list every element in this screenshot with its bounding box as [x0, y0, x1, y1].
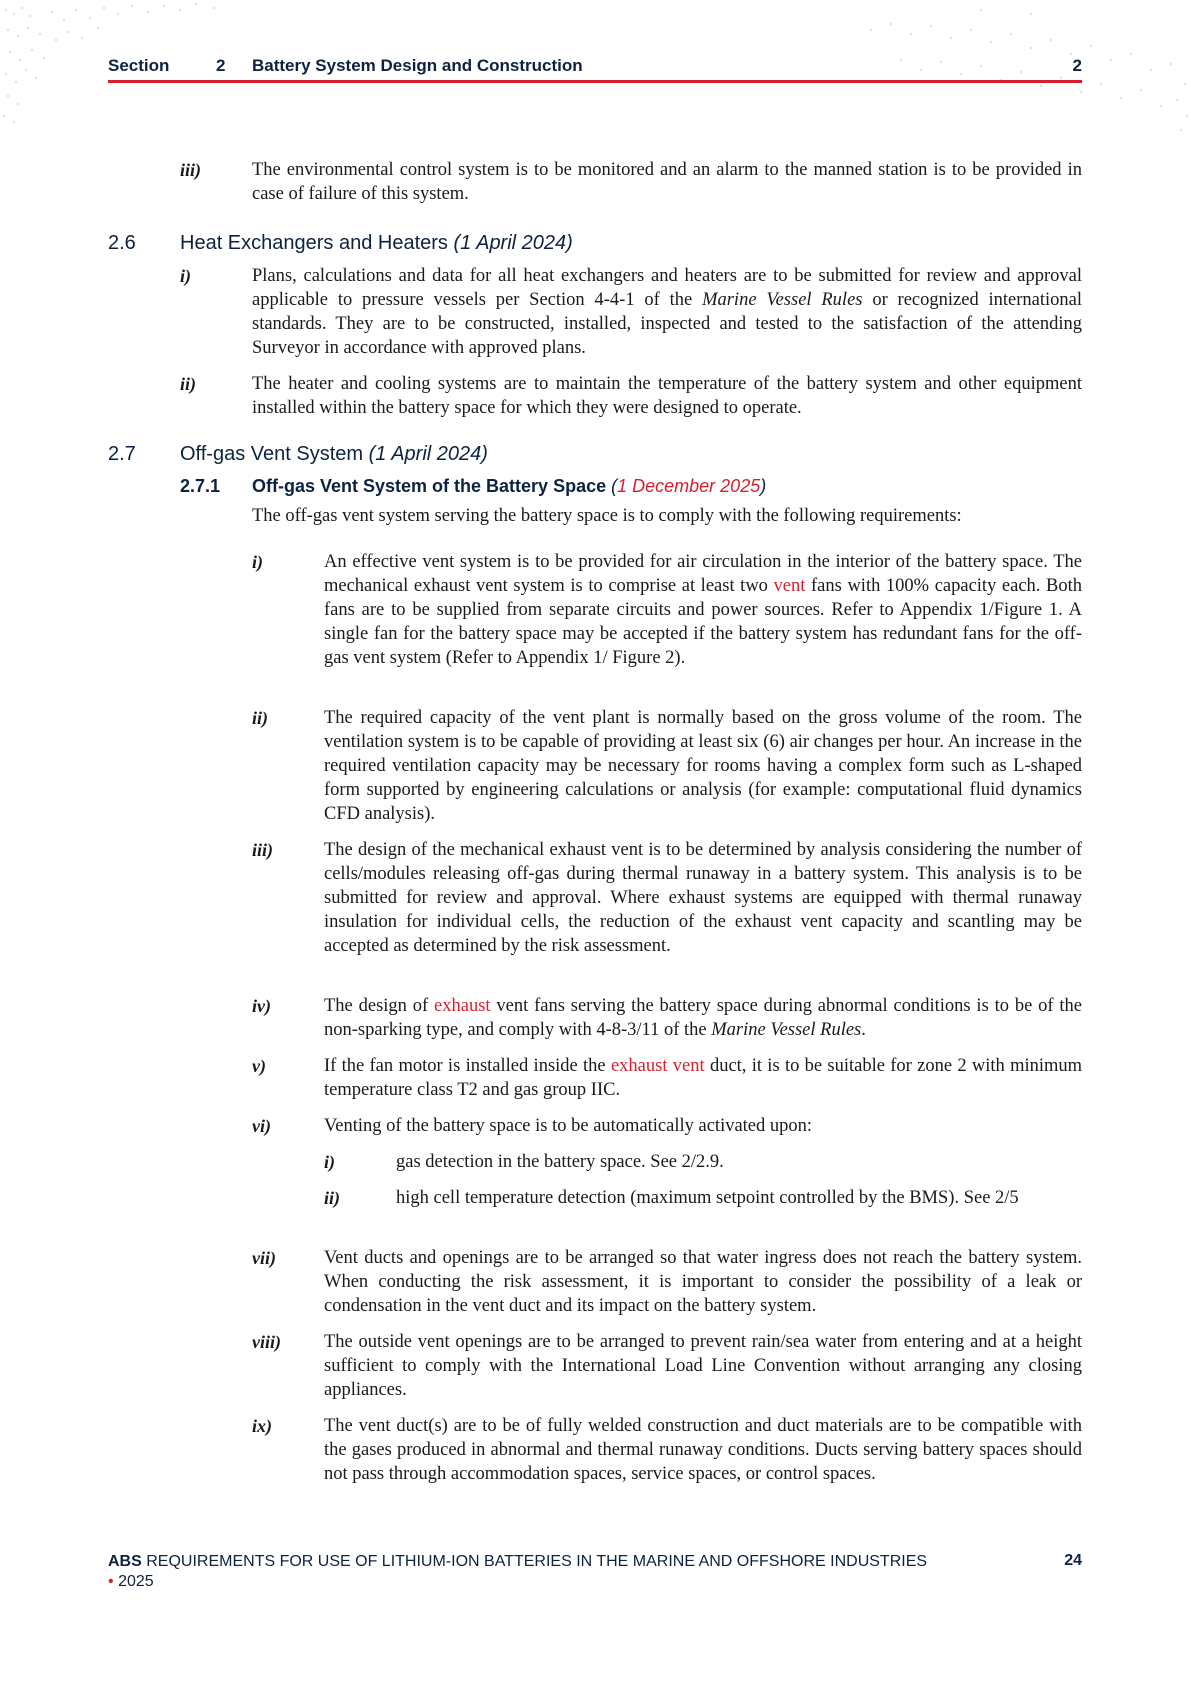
list-item-text: If the fan motor is installed inside the exhaust vent duct, it is to be suitable for zone 2 with minimum temperature class T2 and gas group IIC. [324, 1056, 1083, 1100]
header-section-title: Battery System Design and Construction [252, 56, 583, 75]
header-section-number: 2 [216, 56, 226, 75]
footer-brand: ABS [108, 1553, 142, 1570]
subsection-intro: The off-gas vent system serving the battery space is to comply with the following requirements: [252, 506, 962, 526]
list-item-text: The environmental control system is to be monitored and an alarm to the manned station is to be provided in case of failure of this system. [252, 160, 1082, 204]
revision-text: vent [773, 576, 806, 596]
header-section-label: Section [108, 56, 170, 75]
running-footer [108, 1552, 928, 1592]
list-item-text: The design of the mechanical exhaust vent is to be determined by analysis considering the number of cells/modules releasing off-gas during thermal runaway in a battery system. This analysis is to be submitted for review and approval. Where exhaust systems are equipped with thermal runaway insulation for individual cells, the reduction of the exhaust vent capacity and scantling may be accepted as determined by the risk assessment. [324, 840, 1082, 956]
header-rule [108, 80, 1082, 83]
page-number: 24 [1064, 1552, 1082, 1569]
list-item-number: i) [180, 266, 191, 286]
list-item-text: Vent ducts and openings are to be arranged so that water ingress does not reach the battery system. When conducting the risk assessment, it is important to consider the possibility of a leak or condensation in the vent duct and its impact on the battery system. [324, 1248, 1082, 1316]
list-item-number: i) [252, 552, 263, 572]
revision-text: exhaust vent [610, 1056, 705, 1076]
section-date: (1 April 2024) [453, 232, 573, 254]
list-item-text: The vent duct(s) are to be of fully welded construction and duct materials are to be compatible with the gases produced in abnormal and thermal runaway conditions. Ducts serving battery spaces should not pass through accommodation spaces, service spaces, or control spaces. [324, 1416, 1082, 1484]
list-item-number: ii) [180, 374, 196, 394]
sublist-item-number: i) [324, 1152, 335, 1172]
list-item-text: Venting of the battery space is to be automatically activated upon: [324, 1116, 813, 1136]
section-number: 2.7 [108, 443, 136, 465]
footer-title: REQUIREMENTS FOR USE OF LITHIUM-ION BATTERIES IN THE MARINE AND OFFSHORE INDUSTRIES [146, 1553, 928, 1570]
revision-text: exhaust [434, 996, 491, 1016]
list-item-number: vi) [252, 1116, 271, 1136]
list-item-number: viii) [252, 1332, 281, 1352]
running-header [108, 54, 1082, 80]
section-heading: Heat Exchangers and Heaters (1 April 2024) [180, 232, 573, 254]
sublist-item-text: high cell temperature detection (maximum setpoint controlled by the BMS). See 2/5 [396, 1188, 1019, 1208]
list-item-number: v) [252, 1056, 266, 1076]
list-item-text: Plans, calculations and data for all heat exchangers and heaters are to be submitted for review and approval applicable to pressure vessels per Section 4-4-1 of the Marine Vessel Rules or recognized international standards. They are to be constructed, installed, inspected and tested to the satisfaction of the attending Surveyor in accordance with approved plans. [252, 266, 1083, 358]
section-heading: Off-gas Vent System (1 April 2024) [180, 443, 488, 465]
list-item-number: iv) [252, 996, 271, 1016]
header-page-section: 2 [1072, 56, 1082, 75]
footer-year: 2025 [118, 1573, 154, 1590]
list-item-text: An effective vent system is to be provided for air circulation in the interior of the battery space. The mechanical exhaust vent system is to comprise at least two vent fans with 100% capacity each. Both fans are to be supplied from separate circuits and power sources. Refer to Appendix 1/Figure 1. A single fan for the battery space may be accepted if the battery system has redundant fans for the off-gas vent system (Refer to Appendix 1/ Figure 2). [324, 552, 1083, 668]
list-item-text: The design of exhaust vent fans serving the battery space during abnormal conditions is to be of the non-sparking type, and comply with 4-8-3/11 of the Marine Vessel Rules. [324, 996, 1083, 1040]
sublist-item-text: gas detection in the battery space. See 2/2.9. [396, 1152, 724, 1172]
list-item-number: ix) [252, 1416, 272, 1436]
list-item-number: iii) [180, 160, 201, 180]
list-item-text: The heater and cooling systems are to maintain the temperature of the battery system and other equipment installed within the battery space for which they were designed to operate. [252, 374, 1082, 418]
section-number: 2.6 [108, 232, 136, 254]
list-item-number: ii) [252, 708, 268, 728]
list-item-text: The required capacity of the vent plant is normally based on the gross volume of the room. The ventilation system is to be capable of providing at least six (6) air changes per hour. An increase in the required ventilation capacity may be necessary for rooms having a complex form such as L-shaped form supported by engineering calculations or analysis (for example: computational fluid dynamics CFD analysis). [324, 708, 1082, 824]
list-item-text: The outside vent openings are to be arranged to prevent rain/sea water from entering and at a height sufficient to comply with the International Load Line Convention without arranging any closing appliances. [324, 1332, 1082, 1400]
subsection-heading: Off-gas Vent System of the Battery Space (1 December 2025) [252, 476, 767, 496]
footer-separator: • [108, 1573, 114, 1590]
subsection-number: 2.7.1 [180, 476, 221, 496]
list-item-number: vii) [252, 1248, 276, 1268]
list-item-number: iii) [252, 840, 273, 860]
section-date: (1 April 2024) [368, 443, 488, 465]
revision-date: 1 December 2025 [617, 476, 761, 496]
sublist-item-number: ii) [324, 1188, 340, 1208]
